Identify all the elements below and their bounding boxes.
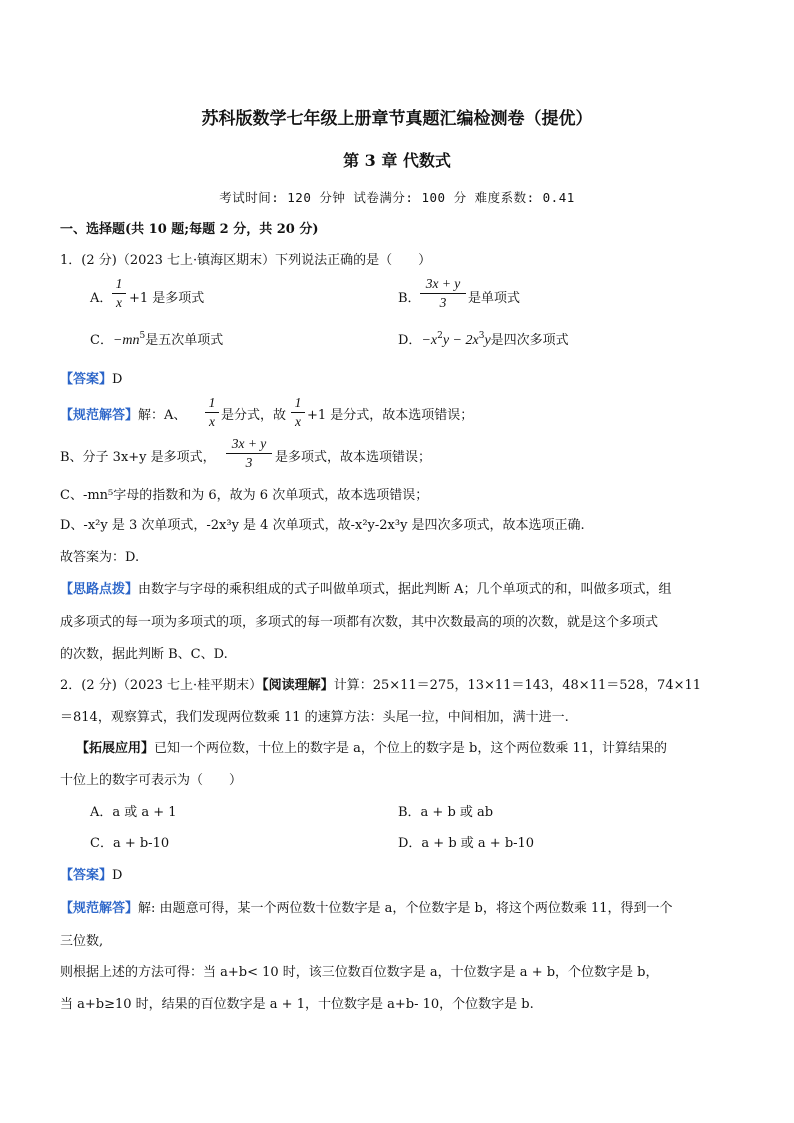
q2-stem-line-2: ＝814，观察算式，我们发现两位数乘 11 的速算方法：头尾一拉，中间相加，满十进一. (60, 710, 569, 725)
q1-solution-line-2: B、分子 3x+y 是多项式， (60, 450, 216, 465)
q2-solution-line-4: 当 a+b≥10 时，结果的百位数字是 a + 1，十位数字是 a+b- 10，个位数字是 b. (60, 997, 534, 1012)
fraction-bar (291, 412, 305, 413)
fraction-bar (420, 293, 466, 294)
q1-answer (60, 372, 122, 388)
option-text: 是四次多项式 (490, 333, 569, 348)
fraction-numerator: 3x + y (425, 276, 461, 291)
option-text: 是五次单项式 (145, 333, 224, 348)
math-term: y (484, 333, 491, 348)
answer-value: D (112, 868, 123, 883)
q2-stem-text: 2．(2 分)（2023 七上·桂平期末） (60, 678, 263, 693)
q1-solution-line-4: D、-x²y 是 3 次单项式，-2x³y 是 4 次单项式，故-x²y-2x³y 是四次多项式，故本选项正确. (60, 518, 585, 533)
q1-option-a-fraction (112, 276, 126, 311)
q2-reading-tag: 【阅读理解】 (262, 678, 334, 693)
page-title: 苏科版数学七年级上册章节真题汇编检测卷（提优） (201, 109, 593, 129)
q2-option-c: C．a + b-10 (90, 836, 170, 851)
q1-solution-line-3: C、-mn⁵字母的指数和为 6，故为 6 次单项式，故本选项错误； (60, 488, 429, 503)
fraction-bar (205, 412, 219, 413)
q2-extension-tag: 【拓展应用】 (76, 741, 155, 756)
fraction-denominator: x (116, 295, 122, 310)
solution-tag: 【规范解答】 (60, 901, 139, 916)
q2-solution-line-1 (60, 901, 673, 917)
q1-option-a-text: +1 是多项式 (129, 291, 205, 306)
exponent: 3 (478, 331, 485, 341)
fraction-numerator: 3x + y (231, 436, 267, 451)
q1-solution-text: 是多项式，故本选项错误； (275, 450, 432, 465)
q2-option-b: B．a + b 或 ab (398, 805, 494, 820)
q2-answer (60, 868, 122, 884)
q2-option-a: A．a 或 a + 1 (90, 805, 177, 820)
hint-tag: 【思路点拨】 (60, 582, 139, 597)
q2-extension-line-1 (76, 741, 667, 757)
q2-solution-line-3: 则根据上述的方法可得：当 a+b< 10 时，该三位数百位数字是 a，十位数字是 a + b，个位数字是 b， (60, 965, 659, 980)
q1-option-a-label: A． (90, 291, 113, 306)
q1-hint-line-2: 成多项式的每一项为多项式的项，多项式的每一项都有次数，其中次数最高的项的次数，就是这个多项式 (60, 615, 659, 630)
fraction-denominator: 3 (245, 455, 253, 470)
q1-option-c (90, 333, 223, 349)
fraction-bar (226, 453, 272, 454)
q2-option-d: D．a + b 或 a + b-10 (398, 836, 535, 851)
q1-solution-fraction-3 (226, 436, 272, 471)
math-term: −x (421, 333, 438, 348)
option-label: D． (398, 333, 422, 348)
option-label: C． (90, 333, 113, 348)
math-term: −mn (112, 333, 140, 348)
solution-text: 解：A、 (138, 408, 187, 423)
q2-solution-line-2: 三位数, (60, 934, 104, 949)
q1-solution-fraction (205, 395, 219, 430)
fraction-denominator: x (209, 414, 215, 429)
fraction-numerator: 1 (294, 395, 302, 410)
q1-hint-line-1 (60, 582, 672, 598)
math-term: y − 2x (442, 333, 479, 348)
q2-stem-text: 计算：25×11＝275，13×11＝143，48×11＝528，74×11 (333, 678, 702, 693)
solution-text: 解: 由题意可得，某一个两位数十位数字是 a，个位数字是 b，将这个两位数乘 11，得到一个 (138, 901, 673, 916)
q2-extension-text: 已知一个两位数，十位上的数字是 a，个位上的数字是 b，这个两位数乘 11，计算结果的 (154, 741, 668, 756)
answer-tag: 【答案】 (60, 372, 113, 387)
q1-option-b-text: 是单项式 (468, 291, 521, 306)
q1-option-b-fraction (420, 276, 466, 311)
fraction-numerator: 1 (115, 276, 123, 291)
answer-tag: 【答案】 (60, 868, 113, 883)
q1-option-d (398, 333, 569, 349)
solution-tag: 【规范解答】 (60, 408, 139, 423)
q1-option-b-label: B． (398, 291, 421, 306)
q1-solution-text: +1 是分式，故本选项错误； (307, 408, 474, 423)
q2-stem-line-1 (60, 678, 701, 694)
fraction-denominator: 3 (439, 295, 447, 310)
fraction-denominator: x (295, 414, 301, 429)
section-heading: 一、选择题(共 10 题;每题 2 分，共 20 分) (60, 222, 319, 237)
exponent: 5 (139, 331, 146, 341)
hint-text: 由数字与字母的乘积组成的式子叫做单项式，据此判断 A；几个单项式的和，叫做多项式，组 (138, 582, 672, 597)
exam-meta: 考试时间: 120 分钟 试卷满分: 100 分 难度系数: 0.41 (219, 190, 575, 205)
q1-hint-line-3: 的次数，据此判断 B、C、D. (60, 647, 228, 662)
q1-solution-text: 是分式，故 (221, 408, 287, 423)
q1-solution-fraction-2 (291, 395, 305, 430)
q2-extension-line-2: 十位上的数字可表示为（ ） (60, 773, 243, 788)
answer-value: D (112, 372, 123, 387)
q1-solution-line-1-start (60, 408, 186, 424)
q1-stem: 1．(2 分)（2023 七上·镇海区期末）下列说法正确的是（ ） (60, 253, 432, 268)
fraction-bar (112, 293, 126, 294)
chapter-title: 第 3 章 代数式 (343, 151, 451, 170)
fraction-numerator: 1 (208, 395, 216, 410)
q1-solution-line-5: 故答案为：D. (60, 550, 140, 565)
exponent: 2 (437, 331, 443, 341)
